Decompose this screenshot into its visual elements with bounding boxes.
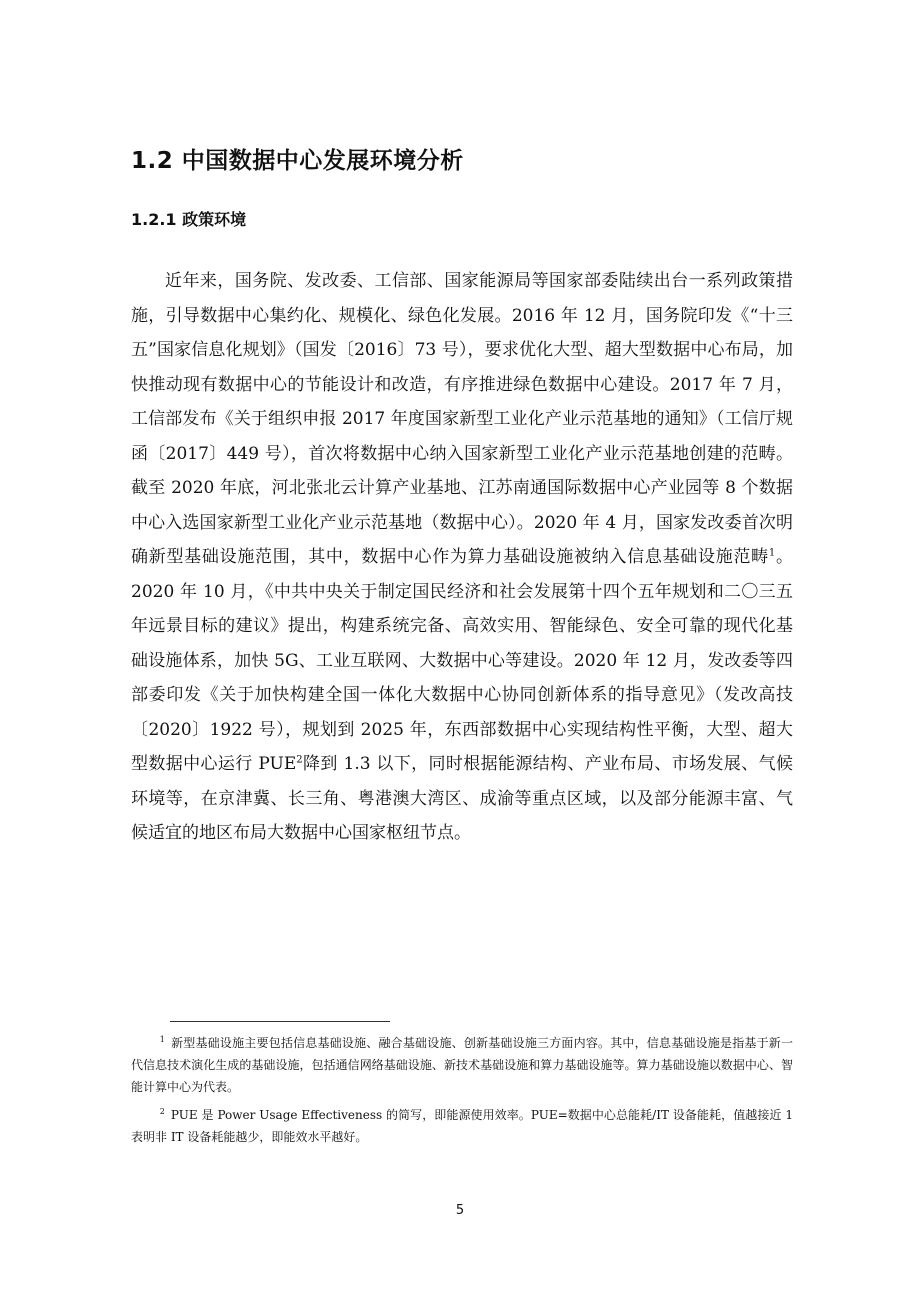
paragraph-text-2: 。2020 年 10 月，《中共中央关于制定国民经济和社会发展第十四个五年规划和二〇三五年远景目标的建议》提出，构建系统完备、高效实用、智能绿色、安全可靠的现代化基础设施体系，加快 5G、工业互联网、大数据中心等建设。2020 年 12 月，发改委等四部委印发《关于加快构建全国一体化大数据中心协同创新体系的指导意见》（发改高技〔2020〕1922 号），规划到 2025 年，东西部数据中心实现结构性平衡，大型、超大型数据中心运行 PUE	[131, 547, 794, 774]
footnote-text-1: 新型基础设施主要包括信息基础设施、融合基础设施、创新基础设施三方面内容。其中，信息基础设施是指基于新一代信息技术演化生成的基础设施，包括通信网络基础设施、新技术基础设施和算力基础设施等。算力基础设施以数据中心、智能计算中心为代表。	[131, 1036, 793, 1094]
footnote-1	[131, 1032, 793, 1098]
page-number: 5	[455, 1203, 465, 1218]
paragraph-text-3: 降到 1.3 以下，同时根据能源结构、产业布局、市场发展、气候环境等，在京津冀、长三角、粤港澳大湾区、成渝等重点区域，以及部分能源丰富、气候适宜的地区布局大数据中心国家枢纽节点。	[131, 754, 793, 843]
body-paragraph	[131, 264, 793, 851]
footnote-ref-2[interactable]: 2	[296, 754, 303, 766]
footnote-number-1: 1	[159, 1035, 165, 1044]
section-heading: 1.2 中国数据中心发展环境分析	[131, 148, 464, 174]
subsection-heading: 1.2.1 政策环境	[131, 210, 247, 229]
paragraph-text-1: 近年来，国务院、发改委、工信部、国家能源局等国家部委陆续出台一系列政策措施，引导数据中心集约化、规模化、绿色化发展。2016 年 12 月，国务院印发《“十三五”国家信息化规划》（国发〔2016〕73 号），要求优化大型、超大型数据中心布局，加快推动现有数据中心的节能设计和改造，有序推进绿色数据中心建设。2017 年 7 月，工信部发布《关于组织申报 2017 年度国家新型工业化产业示范基地的通知》（工信厅规函〔2017〕449 号），首次将数据中心纳入国家新型工业化产业示范基地创建的范畴。截至 2020 年底，河北张北云计算产业基地、江苏南通国际数据中心产业园等 8 个数据中心入选国家新型工业化产业示范基地（数据中心）。2020 年 4 月，国家发改委首次明确新型基础设施范围，其中，数据中心作为算力基础设施被纳入信息基础设施范畴	[131, 271, 793, 567]
footnote-ref-1[interactable]: 1	[768, 547, 776, 559]
footnotes	[131, 1032, 793, 1154]
footnote-divider	[170, 1021, 390, 1022]
footnote-number-2: 2	[159, 1107, 165, 1116]
footnote-text-2: PUE 是 Power Usage Effectiveness 的简写，即能源使用效率。PUE=数据中心总能耗/IT 设备能耗，值越接近 1 表明非 IT 设备耗能越少，即能效水平越好。	[131, 1108, 793, 1144]
footnote-2	[131, 1104, 793, 1148]
